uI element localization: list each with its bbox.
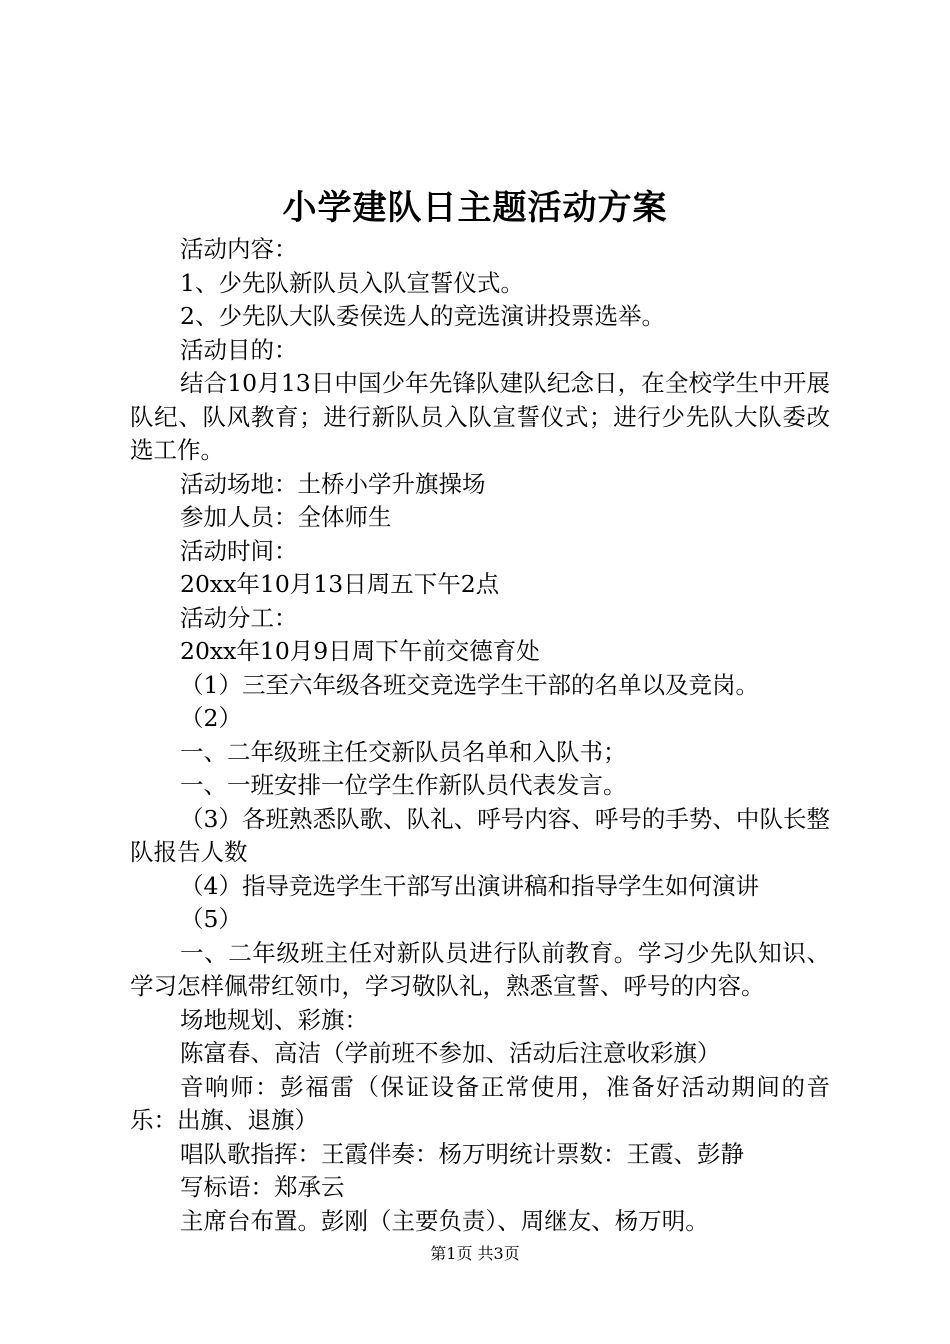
paragraph: （2） [180, 704, 242, 732]
paragraph: 唱队歌指挥：王霞伴奏：杨万明统计票数：王霞、彭静 [180, 1139, 744, 1168]
paragraph: 1、少先队新队员入队宣誓仪式。 [180, 268, 524, 297]
document-body [130, 233, 830, 1238]
paragraph: 主席台布置。彭刚（主要负责）、周继友、杨万明。 [180, 1206, 709, 1235]
paragraph: 一、二年级班主任交新队员名单和入队书； [180, 737, 627, 766]
paragraph: 一、二年级班主任对新队员进行队前教育。学习少先队知识、学习怎样佩带红领巾，学习敬队礼，熟悉宣誓、呼号的内容。 [130, 938, 830, 1000]
paragraph: 写标语：郑承云 [180, 1173, 345, 1201]
paragraph: （4）指导竞选学生干部写出演讲稿和指导学生如何演讲 [180, 871, 759, 900]
paragraph: 活动目的： [180, 335, 298, 364]
paragraph: 音响师：彭福雷（保证设备正常使用，准备好活动期间的音乐：出旗、退旗） [130, 1072, 830, 1134]
paragraph: （1）三至六年级各班交竞选学生干部的名单以及竞岗。 [180, 670, 759, 699]
paragraph: 2、少先队大队委侯选人的竞选演讲投票选举。 [180, 302, 665, 330]
paragraph: （5） [180, 905, 242, 933]
paragraph: 场地规划、彩旗： [180, 1005, 368, 1034]
paragraph: 参加人员：全体师生 [180, 503, 392, 531]
paragraph: 活动场地：土桥小学升旗操场 [180, 469, 486, 498]
paragraph: 结合10月13日中国少年先锋队建队纪念日，在全校学生中开展队纪、队风教育；进行新队员入队宣誓仪式；进行少先队大队委改选工作。 [130, 369, 830, 464]
paragraph: 活动分工： [180, 603, 298, 632]
page-footer: 第1页 共3页 [430, 1244, 520, 1263]
paragraph: 活动时间： [180, 536, 298, 565]
paragraph: 陈富春、高洁（学前班不参加、活动后注意收彩旗） [180, 1039, 721, 1067]
paragraph: 活动内容： [180, 235, 298, 263]
paragraph: 一、一班安排一位学生作新队员代表发言。 [180, 771, 627, 799]
paragraph: 20xx年10月9日周下午前交德育处 [180, 637, 540, 665]
document-title: 小学建队日主题活动方案 [282, 188, 668, 228]
paragraph: （3）各班熟悉队歌、队礼、呼号内容、呼号的手势、中队长整队报告人数 [130, 804, 830, 866]
paragraph: 20xx年10月13日周五下午2点 [180, 570, 500, 598]
